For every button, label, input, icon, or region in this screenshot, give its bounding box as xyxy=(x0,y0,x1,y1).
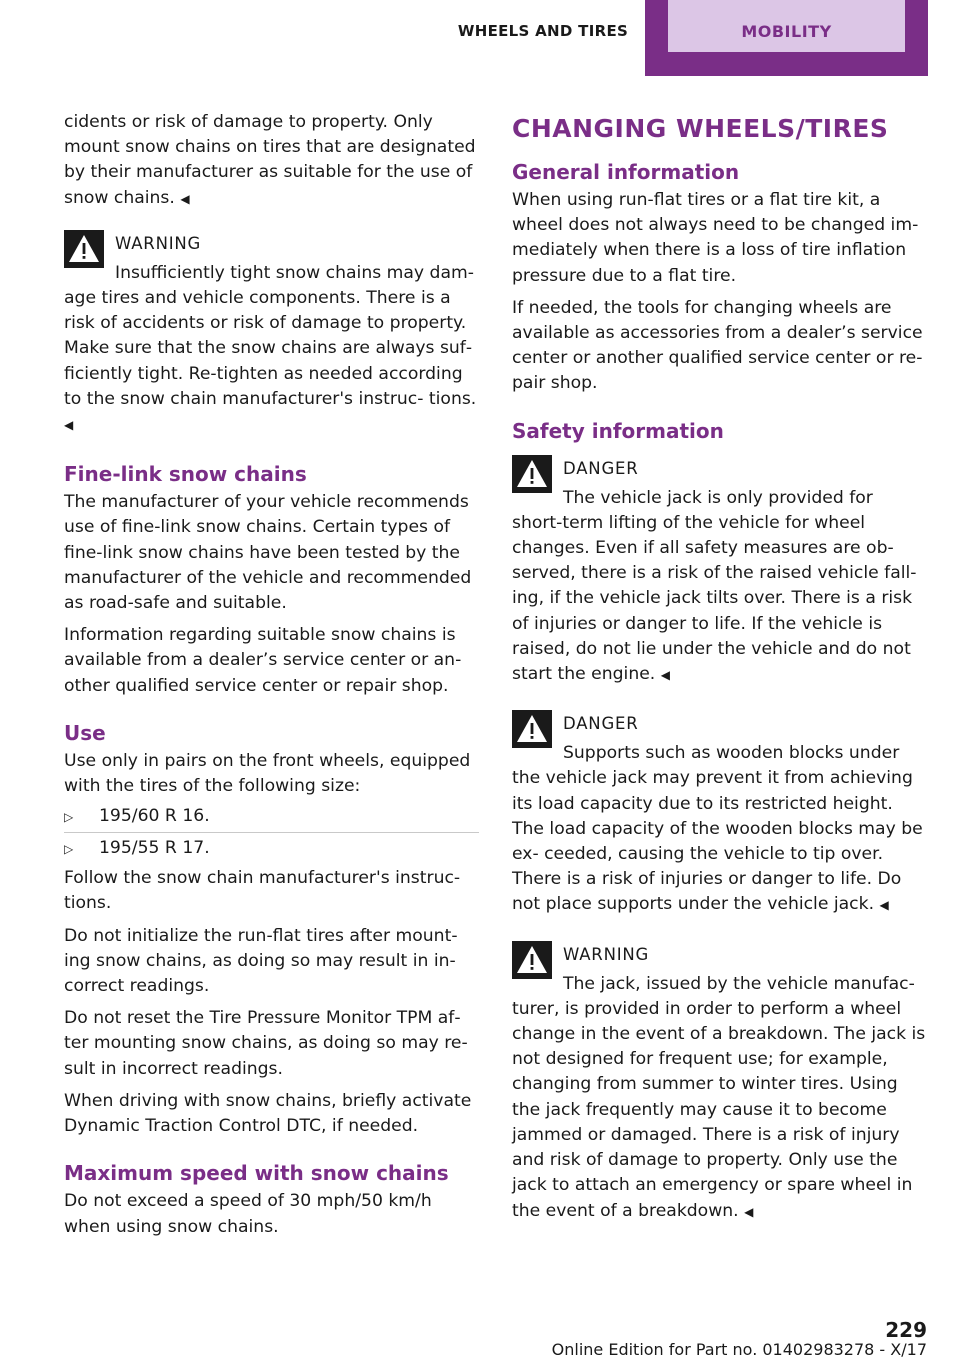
heading-safety-information: Safety information xyxy=(512,418,724,443)
bullet-triangle-icon: ▷ xyxy=(64,810,74,825)
notice-label: WARNING xyxy=(115,233,202,253)
warning-triangle-icon xyxy=(64,230,104,268)
edition-note: Online Edition for Part no. 01402983278 - X/17 xyxy=(551,1340,927,1359)
heading-use: Use xyxy=(64,720,106,745)
notice-body-text: age tires and vehicle components. There is a risk of accidents or risk of damage to property. Make sure that the snow chains are always suf‐ ficiently tight. Re-tighten as needed according to the snow chain manufacturer's instruc‐ tions. xyxy=(64,288,477,409)
end-marker: ◀ xyxy=(660,668,670,683)
notice-head xyxy=(512,455,930,511)
danger-notice-jack xyxy=(512,455,930,689)
danger-notice-supports xyxy=(512,710,930,918)
end-marker: ◀ xyxy=(180,191,190,206)
notice-head xyxy=(512,710,930,766)
heading-fine-link-snow-chains: Fine-link snow chains xyxy=(64,462,307,487)
paragraph-no-initialize: Do not initialize the run-flat tires after mount‐ ing snow chains, as doing so may result in in‐ correct readings. xyxy=(64,925,458,997)
notice-first-line: Supports such as wooden blocks under xyxy=(563,743,900,764)
warning-triangle-icon xyxy=(512,455,552,493)
end-marker: ◀ xyxy=(744,1204,754,1219)
notice-label: WARNING xyxy=(563,944,650,964)
warning-triangle-icon xyxy=(512,710,552,748)
paragraph-dtc: When driving with snow chains, briefly activate Dynamic Traction Control DTC, if needed. xyxy=(64,1090,472,1137)
paragraph-no-reset: Do not reset the Tire Pressure Monitor TPM af‐ ter mounting snow chains, as doing so may re‐ sult in incorrect readings. xyxy=(64,1008,468,1079)
page-header xyxy=(0,0,960,76)
notice-body xyxy=(512,997,930,1225)
notice-body xyxy=(512,766,930,918)
paragraph-use: Use only in pairs on the front wheels, equipped with the tires of the following size: xyxy=(64,750,471,797)
notice-first-line: The jack, issued by the vehicle manufac‐ xyxy=(563,973,915,994)
chapter-tab-label: MOBILITY xyxy=(741,22,832,41)
list-item xyxy=(64,832,479,864)
page-footer xyxy=(0,1318,960,1362)
left-column xyxy=(64,110,479,1247)
notice-body xyxy=(512,511,930,688)
notice-body-text: turer, is provided in order to perform a wheel change in the event of a breakdown. The jack is not designed for frequent use; for example, changing from summer to winter tires. Using the jack frequently may cause it to become jammed or damaged. There is a risk of injury and risk of damage to property. Only use the jack to attach an emergency or spare wheel in the event of a breakdown. xyxy=(512,998,926,1221)
notice-label: DANGER xyxy=(563,458,639,478)
paragraph-follow-instructions: Follow the snow chain manufacturer's instruc‐ tions. xyxy=(64,868,461,914)
warning-triangle-icon xyxy=(512,941,552,979)
list-item xyxy=(64,801,479,832)
warning-notice-snow-chains xyxy=(64,230,479,438)
notice-head xyxy=(512,941,930,997)
chapter-tab-inner xyxy=(668,0,905,52)
page-number: 229 xyxy=(885,1318,927,1342)
list-item-text: 195/55 R 17. xyxy=(99,838,210,859)
heading-maximum-speed: Maximum speed with snow chains xyxy=(64,1161,449,1186)
notice-body-text: the vehicle jack may prevent it from achieving its load capacity due to its restricted height. The load capacity of the wooden blocks may be ex‐ ceeded, causing the vehicle to tip over. There is a risk of injuries or danger to life. Do not place supports under the vehicle jack. xyxy=(512,768,923,915)
paragraph-fine-link-1: The manufacturer of your vehicle recommends use of fine-link snow chains. Certain types of fine-link snow chains have been tested by the manufacturer of the vehicle and recommended as road-safe and suitable. xyxy=(64,492,472,614)
notice-head xyxy=(64,230,479,286)
notice-body xyxy=(64,286,479,438)
right-column xyxy=(512,112,930,1247)
paragraph-maximum-speed: Do not exceed a speed of 30 mph/50 km/h when using snow chains. xyxy=(64,1191,432,1237)
chapter-tab xyxy=(645,0,928,76)
paragraph-fine-link-2: Information regarding suitable snow chains is available from a dealer’s service center or an‐ other qualified service center or repair shop. xyxy=(64,625,462,696)
paragraph-general-2: If needed, the tools for changing wheels are available as accessories from a dealer’s service center or another qualified service center or re‐ pair shop. xyxy=(512,297,923,394)
end-marker: ◀ xyxy=(64,418,74,433)
bullet-triangle-icon: ▷ xyxy=(64,842,74,857)
end-marker: ◀ xyxy=(879,898,889,913)
notice-label: DANGER xyxy=(563,714,639,734)
notice-first-line: Insufficiently tight snow chains may dam‐ xyxy=(115,262,474,283)
paragraph-general-1: When using run-flat tires or a flat tire kit, a wheel does not always need to be changed im‐ mediately when there is a loss of tire inflation pressure due to a flat tire. xyxy=(512,190,919,286)
heading-general-information: General information xyxy=(512,160,740,184)
list-item-text: 195/60 R 16. xyxy=(99,806,210,827)
section-title: WHEELS AND TIRES xyxy=(457,22,629,40)
paragraph-continued-text: cidents or risk of damage to property. Only mount snow chains on tires that are designated by their manufacturer as suitable for the use of snow chains. xyxy=(64,112,476,208)
tire-size-list xyxy=(64,801,479,864)
notice-body-text: short-term lifting of the vehicle for wheel changes. Even if all safety measures are ob‐ served, there is a risk of the raised vehicle fall‐ ing, if the vehicle jack tilts over. There is a risk of injuries or danger to life. If the vehicle is raised, do not lie under the vehicle and do not start the engine. xyxy=(512,512,917,685)
paragraph-continued xyxy=(64,110,479,212)
notice-first-line: The vehicle jack is only provided for xyxy=(563,487,873,508)
heading-changing-wheels: CHANGING WHEELS/TIRES xyxy=(512,114,889,143)
warning-notice-jack-use xyxy=(512,941,930,1225)
